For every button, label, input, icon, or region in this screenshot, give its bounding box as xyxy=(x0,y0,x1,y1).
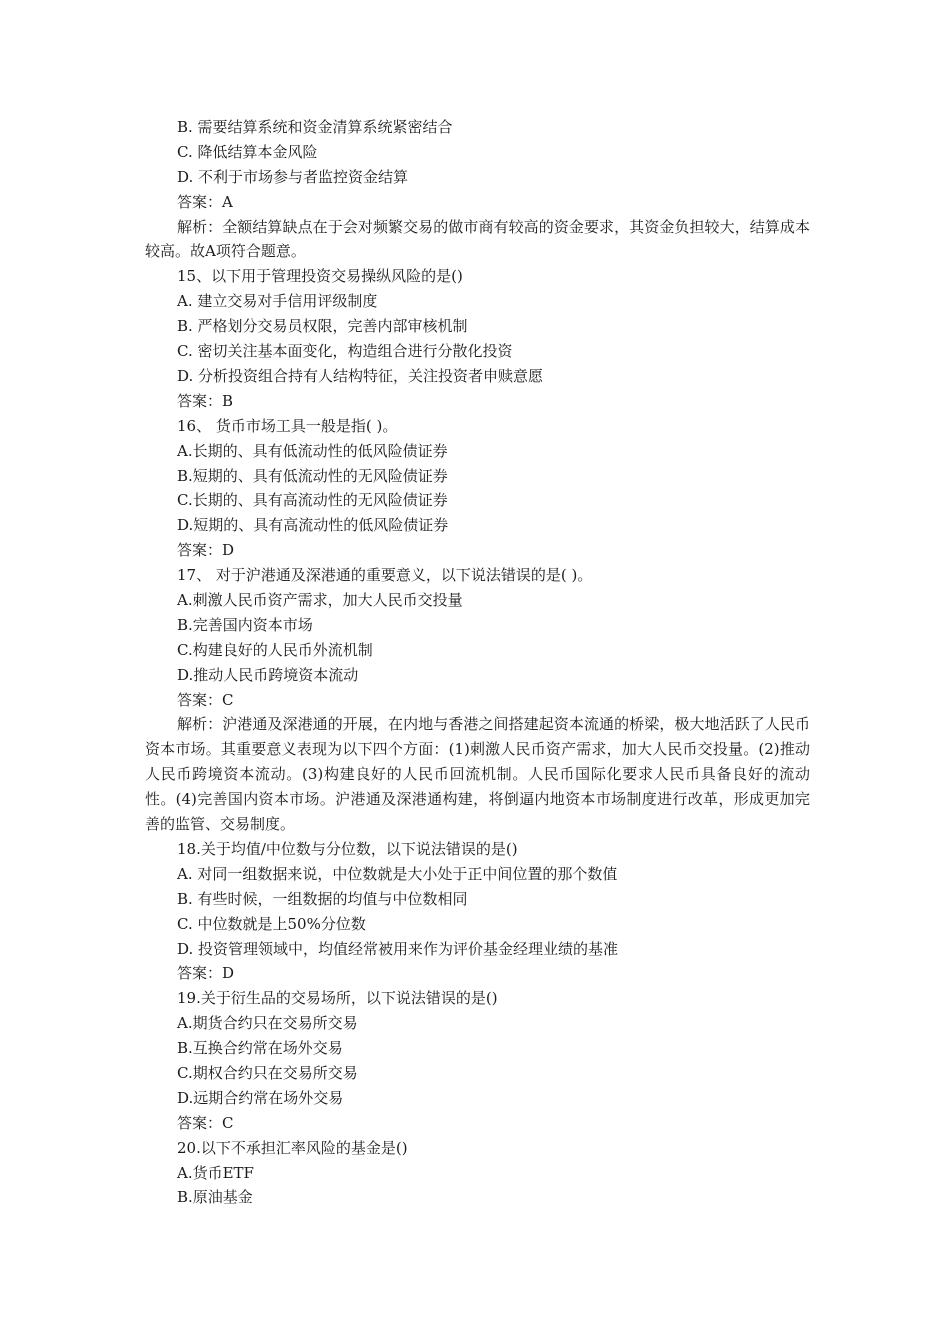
q18-answer: 答案：D xyxy=(177,964,235,983)
q16-question: 16、 货币市场工具一般是指( )。 xyxy=(177,416,398,435)
q19-option-a: A.期货合约只在交易所交易 xyxy=(177,1014,358,1033)
q16-option-a: A.长期的、具有低流动性的低风险债证券 xyxy=(177,441,448,460)
q17-question: 17、 对于沪港通及深港通的重要意义，以下说法错误的是( )。 xyxy=(177,566,593,585)
q14-option-d: D. 不利于市场参与者监控资金结算 xyxy=(177,167,409,186)
q16-option-c: C.长期的、具有高流动性的无风险债证券 xyxy=(177,491,448,510)
q16-option-b: B.短期的、具有低流动性的无风险债证券 xyxy=(177,466,448,485)
q19-option-c: C.期权合约只在交易所交易 xyxy=(177,1063,358,1082)
q16-answer: 答案：D xyxy=(177,541,235,560)
q19-option-b: B.互换合约常在场外交易 xyxy=(177,1039,343,1058)
q18-option-b: B. 有些时候，一组数据的均值与中位数相同 xyxy=(177,889,468,908)
q19-question: 19.关于衍生品的交易场所，以下说法错误的是() xyxy=(177,989,498,1008)
q15-option-b: B. 严格划分交易员权限，完善内部审核机制 xyxy=(177,317,468,336)
q16-option-d: D.短期的、具有高流动性的低风险债证券 xyxy=(177,516,449,535)
q17-answer: 答案：C xyxy=(177,690,234,709)
q14-option-c: C. 降低结算本金风险 xyxy=(177,142,318,161)
q18-option-c: C. 中位数就是上50%分位数 xyxy=(177,914,366,933)
q14-answer: 答案：A xyxy=(177,192,233,211)
q17-option-d: D.推动人民币跨境资本流动 xyxy=(177,665,359,684)
q17-option-a: A.刺激人民币资产需求，加大人民币交投量 xyxy=(177,590,463,609)
q18-option-d: D. 投资管理领域中，均值经常被用来作为评价基金经理业绩的基准 xyxy=(177,939,619,958)
q15-answer: 答案：B xyxy=(177,391,234,410)
document-body xyxy=(145,115,810,1210)
q17-option-c: C.构建良好的人民币外流机制 xyxy=(177,640,373,659)
q15-option-c: C. 密切关注基本面变化，构造组合进行分散化投资 xyxy=(177,342,513,361)
q19-option-d: D.远期合约常在场外交易 xyxy=(177,1088,344,1107)
q15-option-d: D. 分析投资组合持有人结构特征，关注投资者申赎意愿 xyxy=(177,366,544,385)
q18-option-a: A. 对同一组数据来说，中位数就是大小处于正中间位置的那个数值 xyxy=(177,864,618,883)
q20-option-b: B.原油基金 xyxy=(177,1188,253,1207)
q17-analysis: 解析：沪港通及深港通的开展，在内地与香港之间搭建起资本流通的桥梁，极大地活跃了人民币资本市场。其重要意义表现为以下四个方面：(1)刺激人民币资产需求，加大人民币交投量。(2)推动人民币跨境资本流动。(3)构建良好的人民币回流机制。人民币国际化要求人民币具备良好的流动性。(4)完善国内资本市场。沪港通及深港通构建，将倒逼内地资本市场制度进行改革，形成更加完善的监管、交易制度。 xyxy=(145,715,810,834)
q14-option-b: B. 需要结算系统和资金清算系统紧密结合 xyxy=(177,118,453,136)
q17-option-b: B.完善国内资本市场 xyxy=(177,615,313,634)
q19-answer: 答案：C xyxy=(177,1113,234,1132)
q18-question: 18.关于均值/中位数与分位数，以下说法错误的是() xyxy=(177,839,518,858)
q14-analysis: 解析：全额结算缺点在于会对频繁交易的做市商有较高的资金要求，其资金负担较大，结算成本较高。故A项符合题意。 xyxy=(145,217,810,261)
q20-question: 20.以下不承担汇率风险的基金是() xyxy=(177,1138,408,1157)
q20-option-a: A.货币ETF xyxy=(177,1163,254,1182)
q15-question: 15、以下用于管理投资交易操纵风险的是() xyxy=(177,267,463,286)
q15-option-a: A. 建立交易对手信用评级制度 xyxy=(177,292,378,311)
